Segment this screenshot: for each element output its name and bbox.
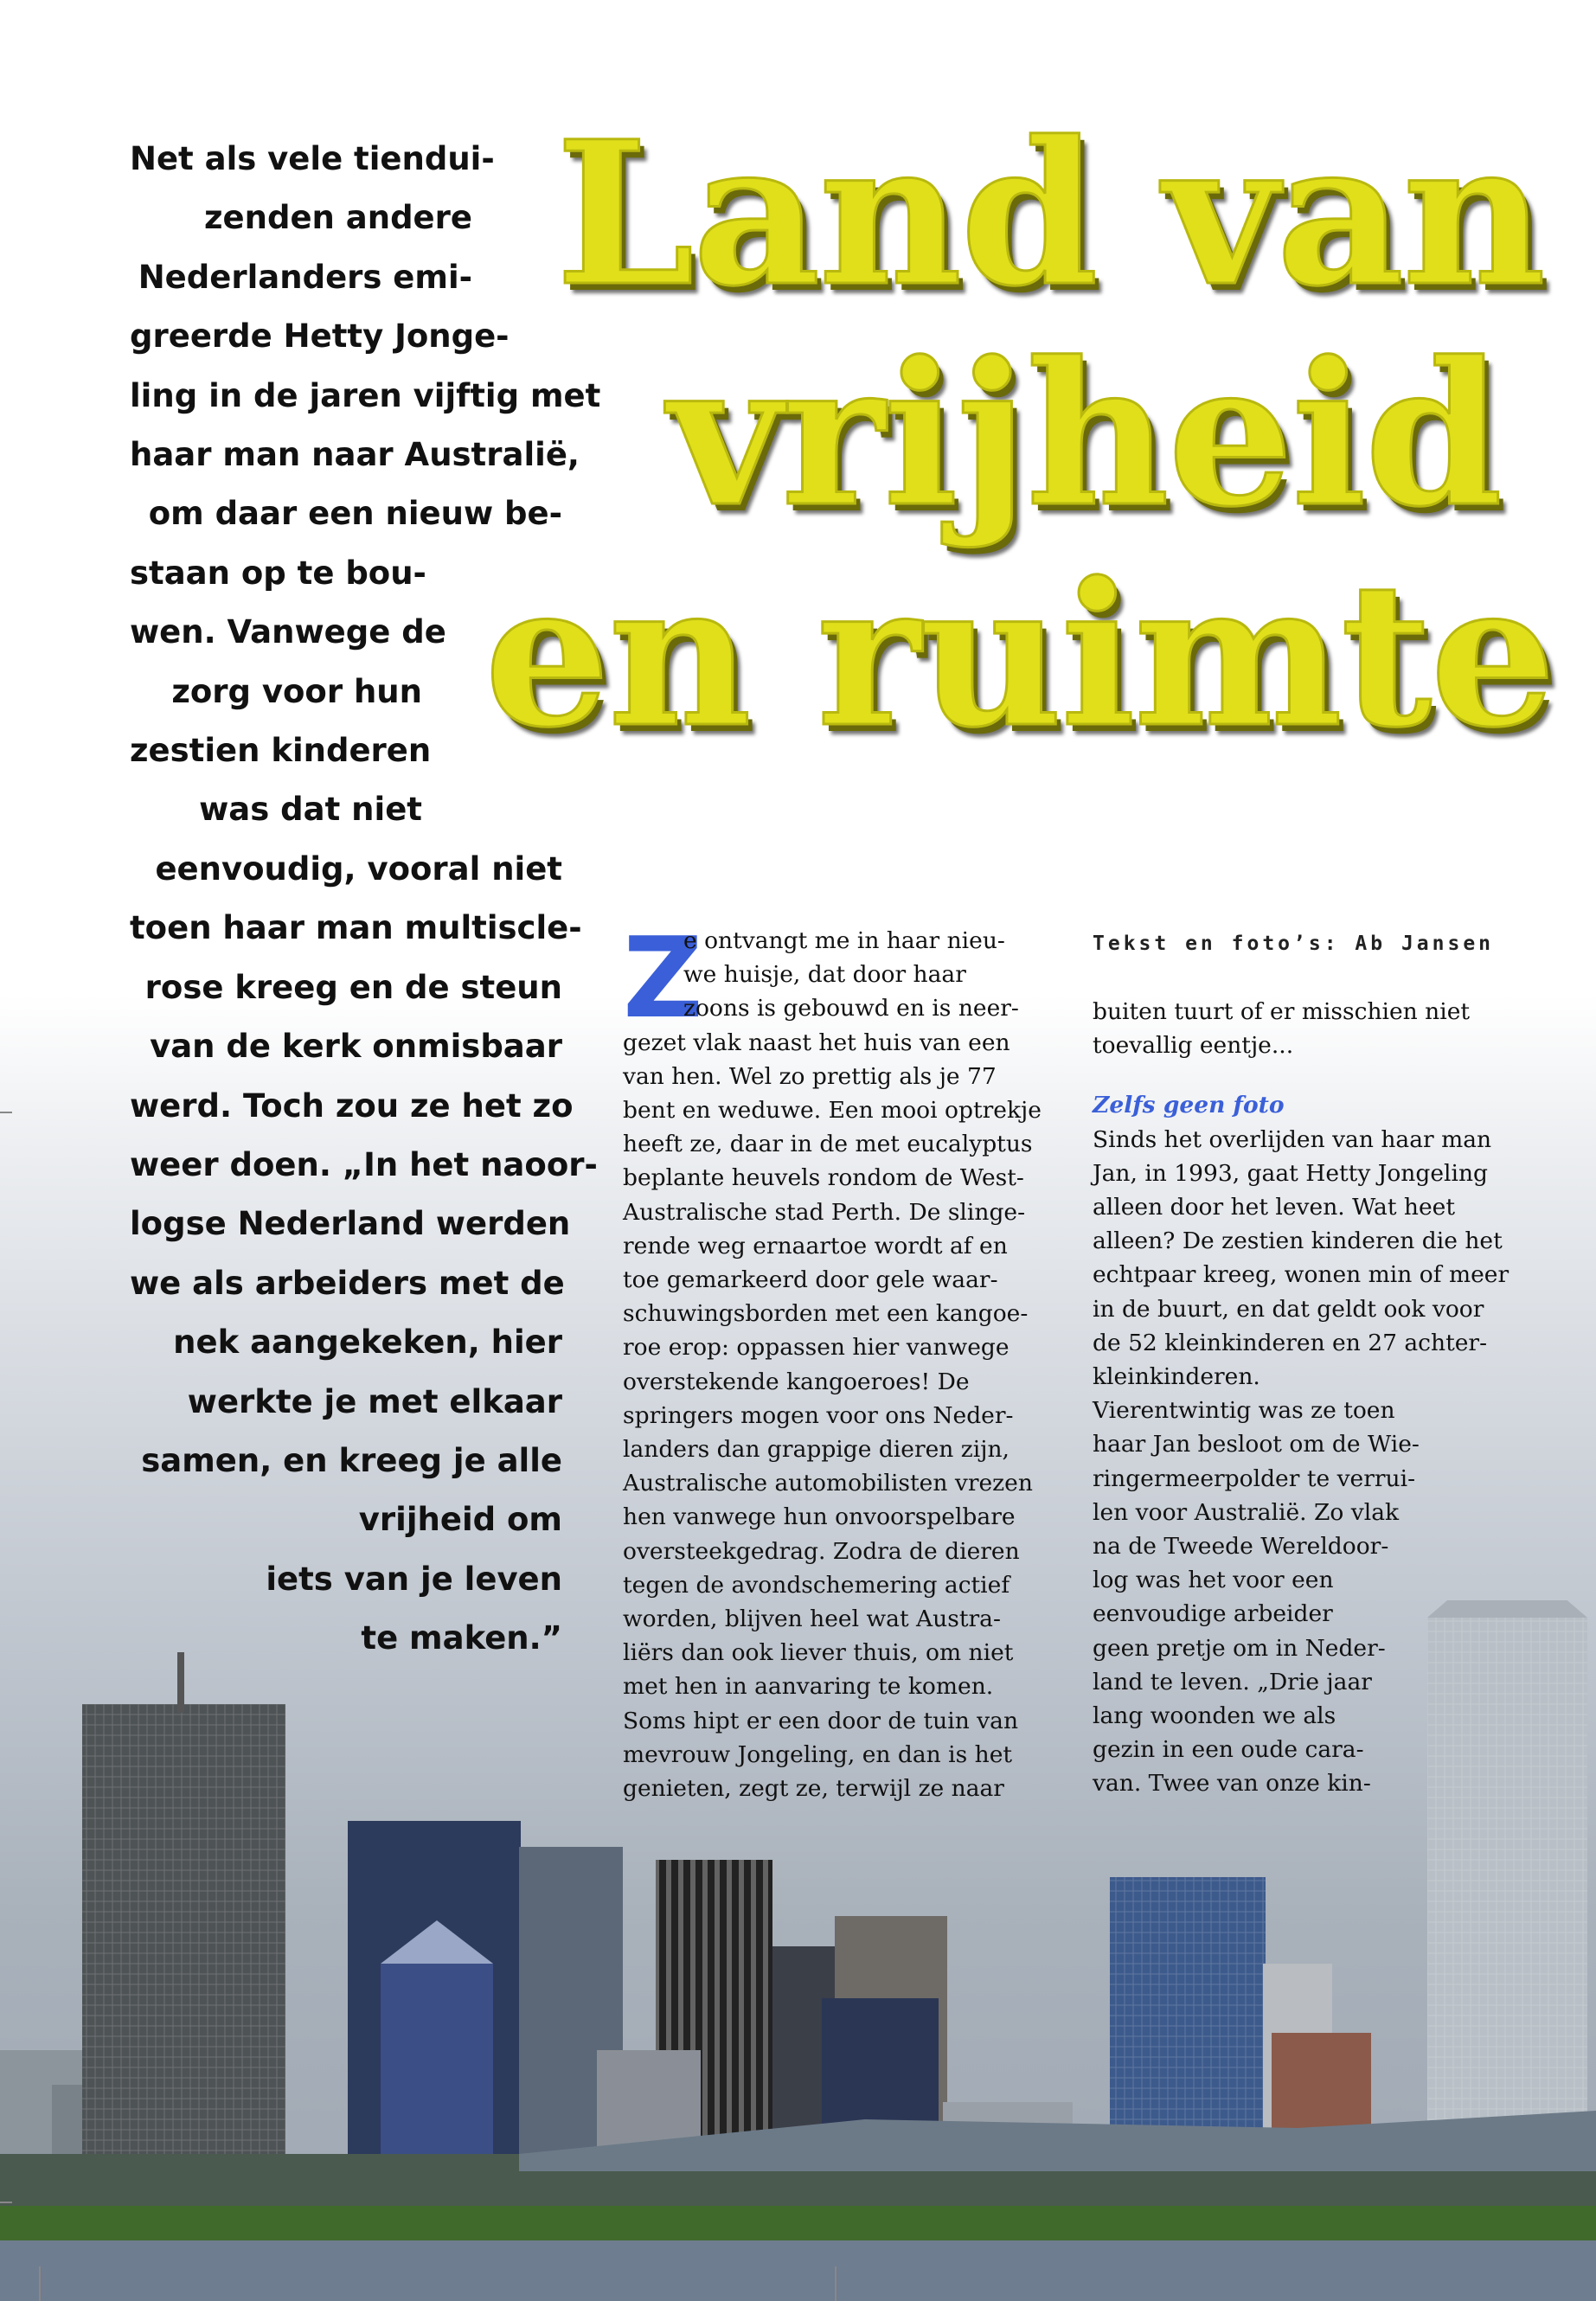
body-line: roe erop: oppassen hier vanwege	[623, 1334, 1010, 1362]
body-line: ringermeerpolder te verrui-	[1093, 1465, 1416, 1492]
intro-line: werkte je met elkaar	[187, 1382, 562, 1420]
intro-line: Nederlanders emi-	[138, 258, 472, 296]
intro-line: nek aangekeken, hier	[173, 1324, 562, 1362]
body-line: schuwingsborden met een kangoe-	[623, 1300, 1029, 1328]
body-line: toe gemarkeerd door gele waar-	[623, 1266, 998, 1294]
intro-line: was dat niet	[199, 791, 422, 829]
body-line: gezet vlak naast het huis van een	[623, 1029, 1010, 1056]
headline-line-3: en ruimte	[484, 539, 1554, 771]
body-line: geen pretje om in Neder-	[1093, 1634, 1386, 1662]
body-line: Jan, in 1993, gaat Hetty Jongeling	[1093, 1159, 1488, 1187]
body-line: lang woonden we als	[1093, 1702, 1336, 1730]
intro-line: van de kerk onmisbaar	[150, 1028, 562, 1066]
body-line: toevallig eentje...	[1093, 1032, 1294, 1060]
body-column-2	[1093, 995, 1542, 1801]
subheading: Zelfs geen foto	[1093, 1092, 1285, 1119]
intro-line: zestien kinderen	[130, 732, 432, 770]
body-line: de 52 kleinkinderen en 27 achter-	[1093, 1329, 1488, 1356]
headline-line-1: Land van	[555, 98, 1544, 330]
crop-mark	[39, 2266, 41, 2301]
body-line: van. Twee van onze kin-	[1093, 1770, 1371, 1798]
headline-line-2: vrijheid	[668, 318, 1501, 550]
body-line: haar Jan besloot om de Wie-	[1093, 1431, 1420, 1458]
intro-line: toen haar man multiscle-	[130, 909, 582, 947]
body-line: heeft ze, daar in de met eucalyptus	[623, 1131, 1033, 1158]
body-line: gezin in een oude cara-	[1093, 1736, 1364, 1764]
body-line: mevrouw Jongeling, en dan is het	[623, 1740, 1013, 1768]
body-line: van hen. Wel zo prettig als je 77	[623, 1062, 997, 1090]
body-line: Sinds het overlijden van haar man	[1093, 1125, 1492, 1153]
body-line: met hen in aanvaring te komen.	[623, 1673, 994, 1701]
intro-line: haar man naar Australië,	[130, 436, 580, 474]
body-line: Australische stad Perth. De slinge-	[623, 1198, 1026, 1226]
headline	[484, 98, 1554, 771]
intro-line: zenden andere	[203, 199, 472, 237]
drop-cap: Z	[623, 914, 703, 1043]
intro-line: logse Nederland werden	[130, 1205, 571, 1243]
body-line: tegen de avondschemering actief	[623, 1571, 1010, 1599]
body-line: alleen? De zestien kinderen die het	[1093, 1227, 1503, 1255]
body-line: Soms hipt er een door de tuin van	[623, 1707, 1019, 1734]
body-line: worden, blijven heel wat Austra-	[623, 1606, 1001, 1633]
body-line: rende weg ernaartoe wordt af en	[623, 1232, 1008, 1259]
body-line: Australische automobilisten vrezen	[623, 1470, 1033, 1497]
crop-mark	[0, 1112, 12, 1113]
intro-line: vrijheid om	[358, 1501, 562, 1539]
byline: Tekst en foto’s: Ab Jansen	[1093, 933, 1495, 955]
body-column-1	[623, 914, 1042, 1805]
body-line: Vierentwintig was ze toen	[1093, 1397, 1395, 1425]
intro-line: iets van je leven	[266, 1560, 562, 1598]
body-line: in de buurt, en dat geldt ook voor	[1093, 1295, 1484, 1323]
crop-mark	[835, 2266, 836, 2301]
body-line: kleinkinderen.	[1093, 1363, 1260, 1391]
crop-mark	[0, 2202, 12, 2203]
body-line: genieten, zegt ze, terwijl ze naar	[623, 1775, 1004, 1803]
intro-line: zorg voor hun	[171, 672, 422, 710]
body-line: land te leven. „Drie jaar	[1093, 1668, 1372, 1695]
body-line: len voor Australië. Zo vlak	[1093, 1498, 1400, 1526]
body-line: buiten tuurt of er misschien niet	[1093, 998, 1471, 1025]
intro-line: Net als vele tiendui-	[130, 140, 495, 177]
body-line: zoons is gebouwd en is neer-	[683, 995, 1019, 1022]
intro-line: werd. Toch zou ze het zo	[130, 1086, 574, 1125]
intro-line: staan op te bou-	[130, 554, 426, 592]
body-line: oversteekgedrag. Zodra de dieren	[623, 1537, 1020, 1565]
intro-paragraph	[130, 130, 601, 1669]
body-line: na de Tweede Wereldoor-	[1093, 1533, 1389, 1561]
body-line: liërs dan ook liever thuis, om niet	[623, 1639, 1014, 1667]
intro-line: eenvoudig, vooral niet	[155, 849, 562, 888]
body-line: overstekende kangoeroes! De	[623, 1368, 970, 1395]
intro-line: te maken.”	[361, 1619, 562, 1657]
intro-line: wen. Vanwege de	[130, 613, 446, 651]
intro-line: greerde Hetty Jonge-	[130, 317, 510, 356]
intro-line: rose kreeg en de steun	[144, 968, 562, 1006]
body-line: e ontvangt me in haar nieu-	[683, 927, 1005, 954]
intro-line: we als arbeiders met de	[130, 1264, 565, 1302]
body-line: springers mogen voor ons Neder-	[623, 1401, 1014, 1429]
intro-line: samen, en kreeg je alle	[141, 1441, 562, 1479]
body-line: hen vanwege hun onvoorspelbare	[623, 1503, 1016, 1531]
body-line: log was het voor een	[1093, 1567, 1334, 1594]
body-line: bent en weduwe. Een mooi optrekje	[623, 1097, 1042, 1125]
body-line: echtpaar kreeg, wonen min of meer	[1093, 1261, 1509, 1289]
body-line: eenvoudige arbeider	[1093, 1600, 1333, 1628]
body-line: landers dan grappige dieren zijn,	[623, 1436, 1010, 1464]
intro-line: om daar een nieuw be-	[148, 495, 562, 533]
intro-line: ling in de jaren vijftig met	[130, 376, 601, 414]
body-line: we huisje, dat door haar	[683, 961, 966, 989]
body-line: beplante heuvels rondom de West-	[623, 1164, 1024, 1192]
intro-line: weer doen. „In het naoor-	[130, 1145, 598, 1183]
body-line: alleen door het leven. Wat heet	[1093, 1194, 1456, 1221]
